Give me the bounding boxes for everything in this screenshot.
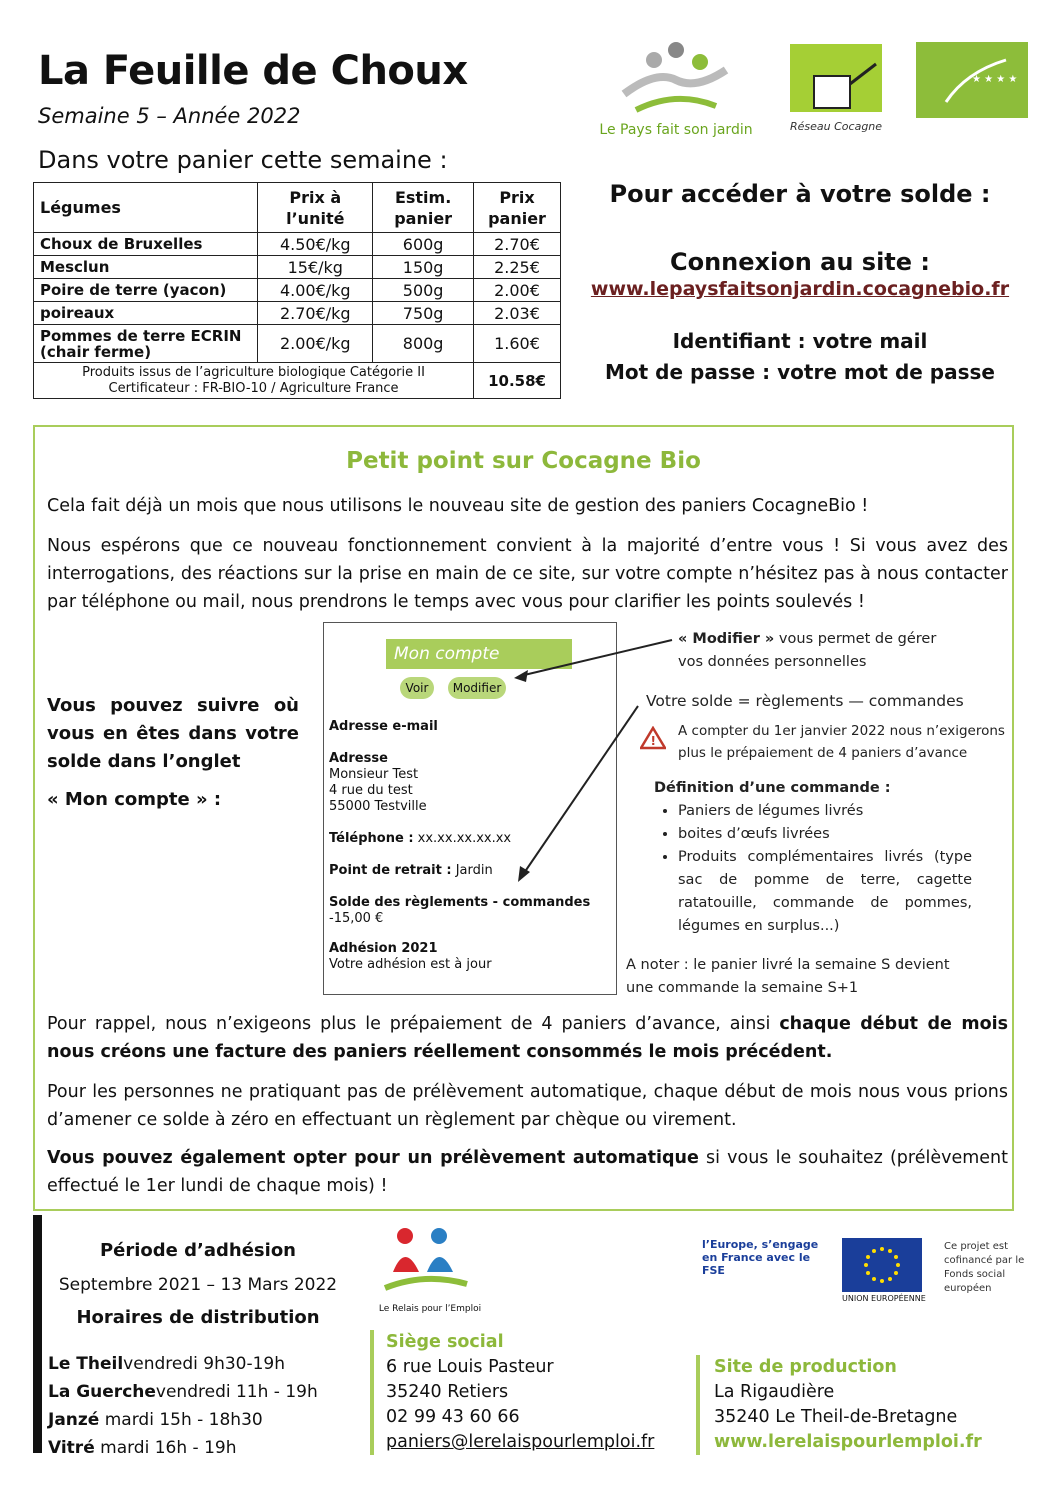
row-unit-price: 2.70€/kg: [258, 302, 373, 325]
annotation-arrows: [500, 630, 680, 890]
auto-bold: Vous pouvez également opter pour un prélèvement automatique: [47, 1148, 699, 1168]
address-line: 4 rue du test: [329, 783, 413, 798]
row-name: poireaux: [34, 302, 258, 325]
pays-logo-icon: [596, 40, 756, 120]
adhesion-label: Adhésion 2021: [329, 941, 438, 956]
annotation-note: [626, 954, 950, 1000]
horaire-time: vendredi 9h30-19h: [123, 1354, 286, 1374]
connexion-label: Connexion au site :: [669, 248, 931, 276]
horaire-place: Vitré: [48, 1438, 95, 1458]
retrait-label: Point de retrait :: [329, 863, 452, 878]
col-prix-unite: Prix à l’unité: [258, 183, 373, 233]
modifier-button[interactable]: Modifier: [448, 677, 506, 699]
arrow-modifier: [520, 640, 672, 676]
eu-stars-icon: [842, 1238, 922, 1292]
auto-text: si vous le souhaitez (prélèvement effectué le 1er lundi de chaque mois) !: [47, 1148, 1008, 1196]
cocagne-logo: [790, 44, 886, 136]
adhesion-period: Septembre 2021 – 13 Mars 2022: [58, 1275, 338, 1295]
col-estim-panier: Estim. panier: [373, 183, 474, 233]
row-name: Pommes de terre ECRIN (chair ferme): [34, 325, 258, 363]
paragraph-rappel: [47, 1010, 1008, 1066]
annotation-modifier-text2: vos données personnelles: [678, 654, 867, 670]
siege-address: 6 rue Louis Pasteur: [386, 1357, 554, 1377]
mon-compte-tab-label: « Mon compte » :: [47, 789, 222, 810]
row-price: 2.70€: [474, 233, 561, 256]
horaire-item: [48, 1406, 368, 1434]
watering-can-icon: [790, 44, 886, 114]
retrait-value: Jardin: [451, 863, 493, 878]
horaire-item: [48, 1434, 368, 1462]
europe-engage-text: l’Europe, s’engage en France avec le FSE: [702, 1238, 819, 1277]
row-estimate: 800g: [373, 325, 474, 363]
solde-value: -15,00 €: [329, 911, 384, 926]
row-unit-price: 2.00€/kg: [258, 325, 373, 363]
svg-text:★ ★ ★ ★: ★ ★ ★ ★: [972, 74, 1018, 85]
horaire-item: [48, 1378, 368, 1406]
annotation-warning: [678, 720, 1005, 764]
identifiant-label: Identifiant : votre mail: [672, 329, 928, 353]
production-block: [696, 1355, 982, 1455]
email-label: Adresse e-mail: [329, 719, 438, 734]
relais-text: Le Relais pour l’Emploi: [378, 1304, 482, 1314]
row-name: Poire de terre (yacon): [34, 279, 258, 302]
production-title: Site de production: [714, 1357, 897, 1377]
paragraph-auto: [47, 1144, 1008, 1200]
production-city: 35240 Le Theil-de-Bretagne: [714, 1407, 958, 1427]
annotation-definition: [654, 777, 972, 938]
voir-button[interactable]: Voir: [400, 677, 434, 699]
pays-logo-text: Le Pays fait son jardin: [599, 122, 753, 138]
mon-compte-note: [47, 692, 299, 814]
horaire-time: mardi 15h - 18h30: [99, 1410, 263, 1430]
mock-header: Mon compte: [386, 639, 572, 669]
solde-access-box: [580, 180, 1020, 388]
annotation-modifier: [678, 628, 936, 674]
arrow-solde: [522, 706, 638, 876]
table-row: [34, 325, 561, 363]
mon-compte-note-text: Vous pouvez suivre où vous en êtes dans votre solde dans l’onglet: [47, 695, 299, 772]
solde-title: Pour accéder à votre solde :: [609, 180, 991, 208]
table-footer-row: [34, 363, 561, 399]
warning-line1: A compter du 1er janvier 2022 nous n’exigerons: [678, 723, 1005, 739]
table-row: [34, 279, 561, 302]
horaire-place: Le Theil: [48, 1354, 124, 1374]
eu-flag-icon: [842, 1238, 922, 1292]
horaire-item: [48, 1350, 368, 1378]
row-estimate: 750g: [373, 302, 474, 325]
warning-icon: [640, 726, 666, 750]
vegetable-table: [33, 182, 561, 399]
svg-text:!: !: [650, 734, 656, 748]
section-title: Petit point sur Cocagne Bio: [346, 448, 701, 474]
basket-title: Dans votre panier cette semaine :: [38, 146, 448, 174]
note-line1: A noter : le panier livré la semaine S devient: [626, 957, 950, 973]
address-line: Monsieur Test: [329, 767, 419, 782]
siege-phone: 02 99 43 60 66: [386, 1407, 520, 1427]
row-price: 2.00€: [474, 279, 561, 302]
horaire-place: Janzé: [48, 1410, 100, 1430]
page-title: La Feuille de Choux: [38, 48, 468, 94]
row-price: 1.60€: [474, 325, 561, 363]
warning-line2: plus le prépaiement de 4 paniers d’avance: [678, 745, 968, 761]
row-estimate: 150g: [373, 256, 474, 279]
eu-organic-logo: [916, 42, 1028, 118]
row-name: Mesclun: [34, 256, 258, 279]
solde-label: Solde des règlements - commandes: [329, 895, 591, 910]
address-label: Adresse: [329, 751, 388, 766]
siege-block: [370, 1330, 654, 1455]
row-estimate: 600g: [373, 233, 474, 256]
definition-item: • Produits complémentaires livrés (type sac de pomme de terre, cagette ratatouille, commande de pommes, légumes en surplus...): [678, 846, 972, 938]
row-price: 2.25€: [474, 256, 561, 279]
relais-logo: [375, 1222, 482, 1318]
certification-line2: Certificateur : FR-BIO-10 / Agriculture France: [108, 380, 399, 396]
eu-union-label: UNION EUROPÉENNE: [842, 1294, 926, 1303]
adhesion-title: Période d’adhésion: [99, 1240, 296, 1261]
cocagne-logo-text: Réseau Cocagne: [790, 120, 883, 133]
annotation-modifier-text: vous permet de gérer: [774, 631, 937, 647]
table-row: [34, 302, 561, 325]
siege-city: 35240 Retiers: [386, 1382, 509, 1402]
rappel-text: Pour rappel, nous n’exigeons plus le prépaiement de 4 paniers d’avance, ainsi: [47, 1014, 780, 1034]
row-unit-price: 15€/kg: [258, 256, 373, 279]
siege-title: Siège social: [386, 1332, 504, 1352]
row-estimate: 500g: [373, 279, 474, 302]
adhesion-block: [48, 1240, 348, 1328]
siege-email-link[interactable]: paniers@lerelaispourlemploi.fr: [386, 1432, 655, 1452]
week-label: Semaine 5 – Année 2022: [38, 104, 301, 128]
horaires-title: Horaires de distribution: [76, 1307, 320, 1328]
eu-leaf-icon: [916, 42, 1028, 118]
horaires-list: [48, 1350, 368, 1462]
europe-engage-logo: [702, 1238, 822, 1308]
definition-item: • Paniers de légumes livrés: [678, 800, 972, 823]
password-label: Mot de passe : votre mot de passe: [605, 360, 995, 384]
horaire-time: mardi 16h - 19h: [94, 1438, 237, 1458]
annotation-modifier-keyword: « Modifier »: [678, 631, 775, 647]
row-unit-price: 4.50€/kg: [258, 233, 373, 256]
col-legumes: Légumes: [34, 183, 258, 233]
address-line: 55000 Testville: [329, 799, 427, 814]
annotation-solde-text: Votre solde = règlements — commandes: [646, 692, 964, 710]
certification-note: [34, 363, 474, 399]
pays-logo: [596, 40, 756, 140]
paragraph-feedback: Nous espérons que ce nouveau fonctionnement convient à la majorité d’entre vous ! Si vous avez des interrogations, des réactions sur la prise en main de ce site, sur votre compte n’hésitez pas à nous contacter par téléphone ou mail, nous prendrons le temps avec vous pour clarifier les points soulevés !: [47, 536, 1008, 612]
site-link[interactable]: www.lepaysfaitsonjardin.cocagnebio.fr: [590, 278, 1010, 300]
row-name: Choux de Bruxelles: [34, 233, 258, 256]
certification-line1: Produits issus de l’agriculture biologique Catégorie II: [82, 364, 425, 380]
horaire-place: La Guerche: [48, 1382, 156, 1402]
definition-title: Définition d’une commande :: [654, 780, 891, 796]
basket-total: 10.58€: [474, 363, 561, 399]
horaire-time: vendredi 11h - 19h: [155, 1382, 318, 1402]
row-price: 2.03€: [474, 302, 561, 325]
phone-label: Téléphone :: [329, 831, 414, 846]
rappel-bold: chaque début de mois nous créons une facture des paniers réellement consommés le mois précédent.: [47, 1014, 1009, 1062]
table-row: [34, 256, 561, 279]
paragraph-prelevement: Pour les personnes ne pratiquant pas de prélèvement automatique, chaque début de mois nous vous prions d’amener ce solde à zéro en effectuant un règlement par chèque ou virement.: [47, 1082, 1008, 1130]
adhesion-value: Votre adhésion est à jour: [329, 957, 492, 972]
col-prix-panier: Prix panier: [474, 183, 561, 233]
paragraph-intro: Cela fait déjà un mois que nous utilisons le nouveau site de gestion des paniers CocagneBio !: [47, 496, 869, 516]
production-website-link[interactable]: www.lerelaispourlemploi.fr: [714, 1432, 982, 1452]
fse-cofunding-note: Ce projet est cofinancé par le Fonds social européen: [944, 1241, 1025, 1294]
definition-item: • boites d’œufs livrées: [678, 823, 972, 846]
note-line2: une commande la semaine S+1: [626, 980, 859, 996]
footer-bar: [33, 1215, 42, 1453]
row-unit-price: 4.00€/kg: [258, 279, 373, 302]
annotation-solde: [646, 690, 964, 713]
relais-people-icon: [375, 1222, 475, 1302]
phone-value: xx.xx.xx.xx.xx: [413, 831, 512, 846]
production-place: La Rigaudière: [714, 1382, 835, 1402]
table-row: [34, 233, 561, 256]
